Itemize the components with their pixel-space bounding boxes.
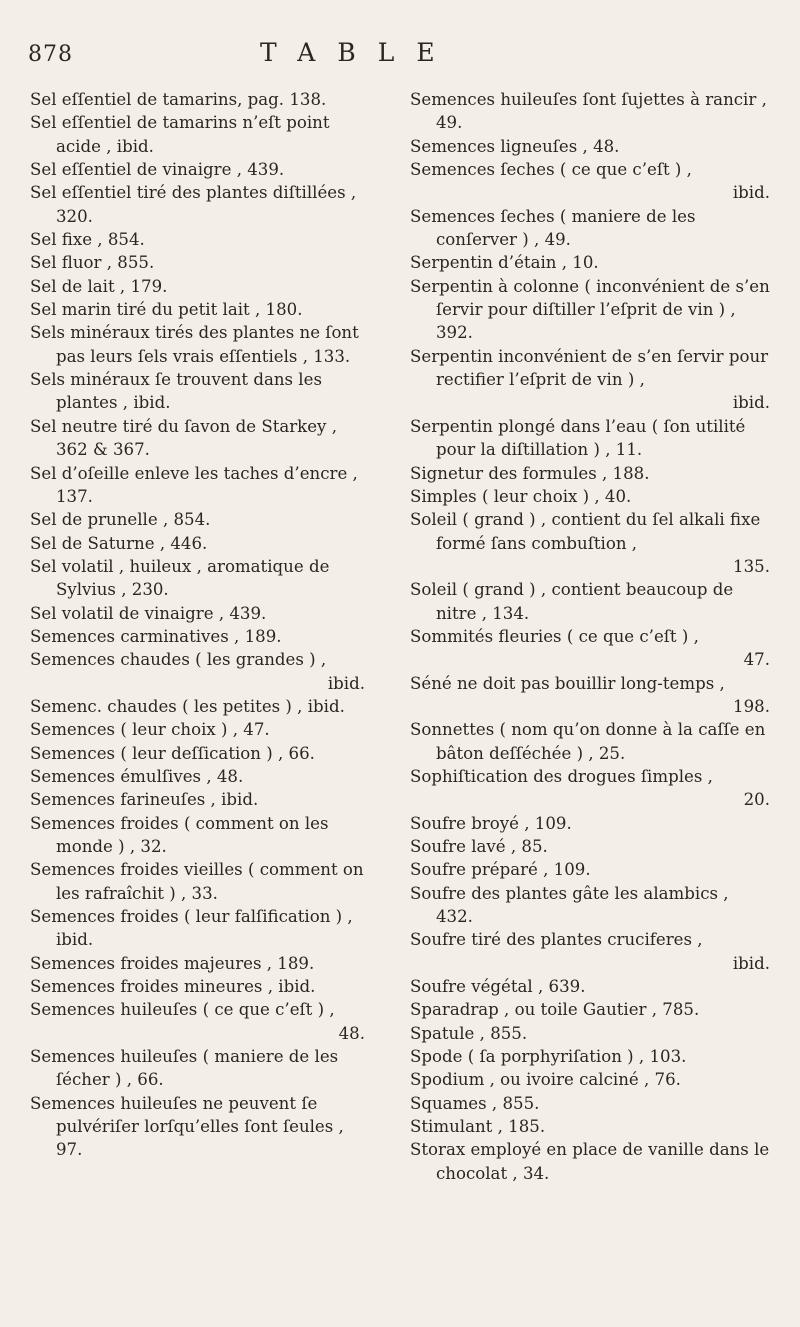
index-entry-text: Soleil ( grand ) , contient du ſel alkali fixe formé ſans combuſtion , [410, 510, 761, 553]
index-entry-page: 198. [733, 696, 770, 716]
index-entry [30, 812, 365, 859]
index-entry-text: Spode ( ſa porphyriſation ) , 103. [410, 1047, 687, 1067]
index-entry-text: Serpentin d’étain , 10. [410, 253, 599, 273]
index-entry [30, 625, 365, 648]
index-entry [410, 718, 770, 765]
index-entry [410, 135, 770, 158]
index-entry [410, 672, 770, 719]
index-entry [30, 905, 365, 952]
index-entry-text: Sel neutre tiré du ſavon de Starkey , 362 & 367. [30, 416, 337, 460]
index-entry-text: Spatule , 855. [410, 1023, 528, 1043]
index-entry [30, 695, 365, 718]
index-entry-text: Simples ( leur choix ) , 40. [410, 486, 632, 506]
index-entry [30, 858, 365, 905]
index-entry [410, 858, 770, 881]
index-entry [30, 368, 365, 415]
page-number: 878 [28, 42, 73, 67]
index-entry-text: Semences ſeches ( maniere de les conſerver ) , 49. [410, 206, 696, 250]
index-entry-text: Serpentin à colonne ( inconvénient de s’en ſervir pour diſtiller l’eſprit de vin ) , 392. [410, 276, 770, 343]
index-entry-text: Semences huileuſes ( maniere de les ſécher ) , 66. [30, 1047, 339, 1090]
index-entry-text: Semences huileuſes ( ce que c’eſt ) , [30, 1000, 335, 1020]
index-entry-text: Semences froides ( leur falſification ) , ibid. [30, 907, 353, 950]
right-column [410, 88, 770, 1185]
index-entry-text: Semences huileuſes ſont ſujettes à rancir , 49. [410, 90, 767, 133]
index-entry-text: Sel fluor , 855. [30, 253, 155, 273]
index-entry [410, 508, 770, 578]
index-entry [30, 275, 365, 298]
index-entry-text: Semences carminatives , 189. [30, 626, 282, 646]
index-entry-text: Sparadrap , ou toile Gautier , 785. [410, 1000, 700, 1020]
index-entry-text: Serpentin inconvénient de s’en ſervir pour rectifier l’eſprit de vin ) , [410, 346, 769, 390]
index-entry [30, 415, 365, 462]
index-entry [410, 812, 770, 835]
index-entry [410, 765, 770, 812]
index-entry [410, 275, 770, 345]
index-entry-text: Sonnettes ( nom qu’on donne à la caſſe en bâton deſſéchée ) , 25. [410, 720, 766, 763]
index-entry [30, 88, 365, 111]
index-entry-text: Semences froides mineures , ibid. [30, 977, 316, 997]
index-entry [410, 1022, 770, 1045]
index-entry [410, 485, 770, 508]
index-entry [30, 555, 365, 602]
index-entry [410, 835, 770, 858]
index-entry [410, 625, 770, 672]
index-entry [30, 251, 365, 274]
index-entry [30, 788, 365, 811]
index-entry [410, 1115, 770, 1138]
index-entry [30, 158, 365, 181]
index-entry-text: Soufre végétal , 639. [410, 977, 586, 997]
index-entry [410, 998, 770, 1021]
index-entry-text: Sel volatil de vinaigre , 439. [30, 603, 267, 623]
index-entry-text: Squames , 855. [410, 1093, 540, 1113]
index-entry [410, 882, 770, 929]
index-entry-text: Sophiſtication des drogues ſimples , [410, 766, 713, 786]
index-entry [410, 1045, 770, 1068]
index-entry [30, 462, 365, 509]
index-entry-text: Storax employé en place de vanille dans le chocolat , 34. [410, 1140, 770, 1183]
index-entry [410, 1092, 770, 1115]
index-entry-text: Sel de Saturne , 446. [30, 533, 208, 553]
index-entry-text: Semenc. chaudes ( les petites ) , ibid. [30, 696, 345, 716]
index-entry [30, 975, 365, 998]
index-entry-text: Semences ( leur deſſication ) , 66. [30, 743, 315, 763]
index-entry [30, 998, 365, 1045]
index-entry-text: Semences chaudes ( les grandes ) , [30, 650, 327, 670]
index-entry [30, 298, 365, 321]
index-entry [30, 742, 365, 765]
index-entry-text: Sels minéraux tirés des plantes ne ſont pas leurs ſels vrais eſſentiels , 133. [30, 323, 359, 366]
index-entry-text: Soufre broyé , 109. [410, 813, 572, 833]
index-entry [410, 1138, 770, 1185]
index-entry [410, 345, 770, 415]
index-entry-text: Sel marin tiré du petit lait , 180. [30, 300, 303, 320]
index-entry-text: Soufre tiré des plantes cruciferes , [410, 930, 703, 950]
index-entry [410, 1068, 770, 1091]
index-entry-page: 135. [733, 556, 770, 576]
index-entry [30, 532, 365, 555]
index-entry-text: Semences émulſives , 48. [30, 766, 244, 786]
index-entry-text: Sel eſſentiel de tamarins n’eſt point acide , ibid. [30, 113, 330, 156]
index-entry [30, 952, 365, 975]
index-entry [410, 158, 770, 205]
index-entry-text: Soufre préparé , 109. [410, 860, 591, 880]
index-entry [30, 1045, 365, 1092]
index-entry [30, 508, 365, 531]
index-entry [410, 88, 770, 135]
index-entry-text: Sel de lait , 179. [30, 276, 168, 296]
index-entry-text: Semences ( leur choix ) , 47. [30, 720, 270, 740]
index-entry [30, 321, 365, 368]
index-entry [410, 205, 770, 252]
index-entry-text: Soufre lavé , 85. [410, 837, 548, 856]
index-entry-text: Séné ne doit pas bouillir long-temps , [410, 673, 725, 693]
index-entry-text: Sel eſſentiel tiré des plantes diſtillées , 320. [30, 183, 357, 226]
index-entry-text: Semences froides vieilles ( comment on les rafraîchit ) , 33. [30, 860, 364, 903]
index-entry [30, 765, 365, 788]
index-entry-page: ibid. [732, 393, 770, 413]
index-entry [410, 975, 770, 998]
index-entry [30, 718, 365, 741]
index-entry-text: Semences huileuſes ne peuvent ſe pulvériſer lorſqu’elles ſont ſeules , 97. [30, 1093, 344, 1160]
index-entry-page: 47. [743, 650, 770, 670]
index-entry-text: Sel d’oſeille enleve les taches d’encre , 137. [30, 463, 358, 506]
index-entry-text: Signetur des formules , 188. [410, 463, 650, 483]
index-entry-text: Sel eſſentiel de vinaigre , 439. [30, 160, 285, 180]
index-entry-text: Semences ligneuſes , 48. [410, 136, 620, 156]
index-entry-text: Semences farineuſes , ibid. [30, 790, 259, 810]
index-entry-text: Soufre des plantes gâte les alambics , 432. [410, 883, 729, 927]
index-entry [30, 111, 365, 158]
index-entry-page: 20. [743, 790, 770, 810]
left-column [30, 88, 365, 1162]
index-entry-text: Serpentin plongé dans l’eau ( ſon utilité pour la diſtillation ) , 11. [410, 416, 746, 460]
index-entry-text: Sommités fleuries ( ce que c’eſt ) , [410, 626, 699, 646]
index-entry-text: Spodium , ou ivoire calciné , 76. [410, 1070, 681, 1090]
index-entry [30, 1092, 365, 1162]
index-entry-text: Stimulant , 185. [410, 1117, 546, 1137]
index-entry-text: Semences ſeches ( ce que c’eſt ) , [410, 160, 692, 180]
index-entry-page: 48. [338, 1023, 365, 1043]
index-entry [30, 228, 365, 251]
index-entry-text: Sel eſſentiel de tamarins, pag. 138. [30, 90, 327, 109]
index-entry-text: Semences froides ( comment on les monde ) , 32. [30, 813, 329, 856]
index-entry-text: Soleil ( grand ) , contient beaucoup de nitre , 134. [410, 580, 734, 623]
index-entry-text: Sels minéraux ſe trouvent dans les plantes , ibid. [30, 370, 322, 413]
index-entry [30, 181, 365, 228]
index-entry-text: Sel fixe , 854. [30, 230, 145, 250]
index-entry-page: ibid. [732, 953, 770, 973]
index-entry [30, 602, 365, 625]
index-entry [410, 578, 770, 625]
index-entry-text: Sel volatil , huileux , aromatique de Sylvius , 230. [30, 556, 330, 600]
index-entry-text: Semences froides majeures , 189. [30, 953, 315, 973]
running-title: TABLE [260, 38, 457, 67]
index-entry [30, 648, 365, 695]
index-entry [410, 462, 770, 485]
index-entry [410, 415, 770, 462]
index-entry-page: ibid. [327, 673, 365, 693]
index-entry-page: ibid. [732, 183, 770, 203]
index-entry-text: Sel de prunelle , 854. [30, 510, 211, 530]
index-entry [410, 251, 770, 274]
index-entry [410, 928, 770, 975]
